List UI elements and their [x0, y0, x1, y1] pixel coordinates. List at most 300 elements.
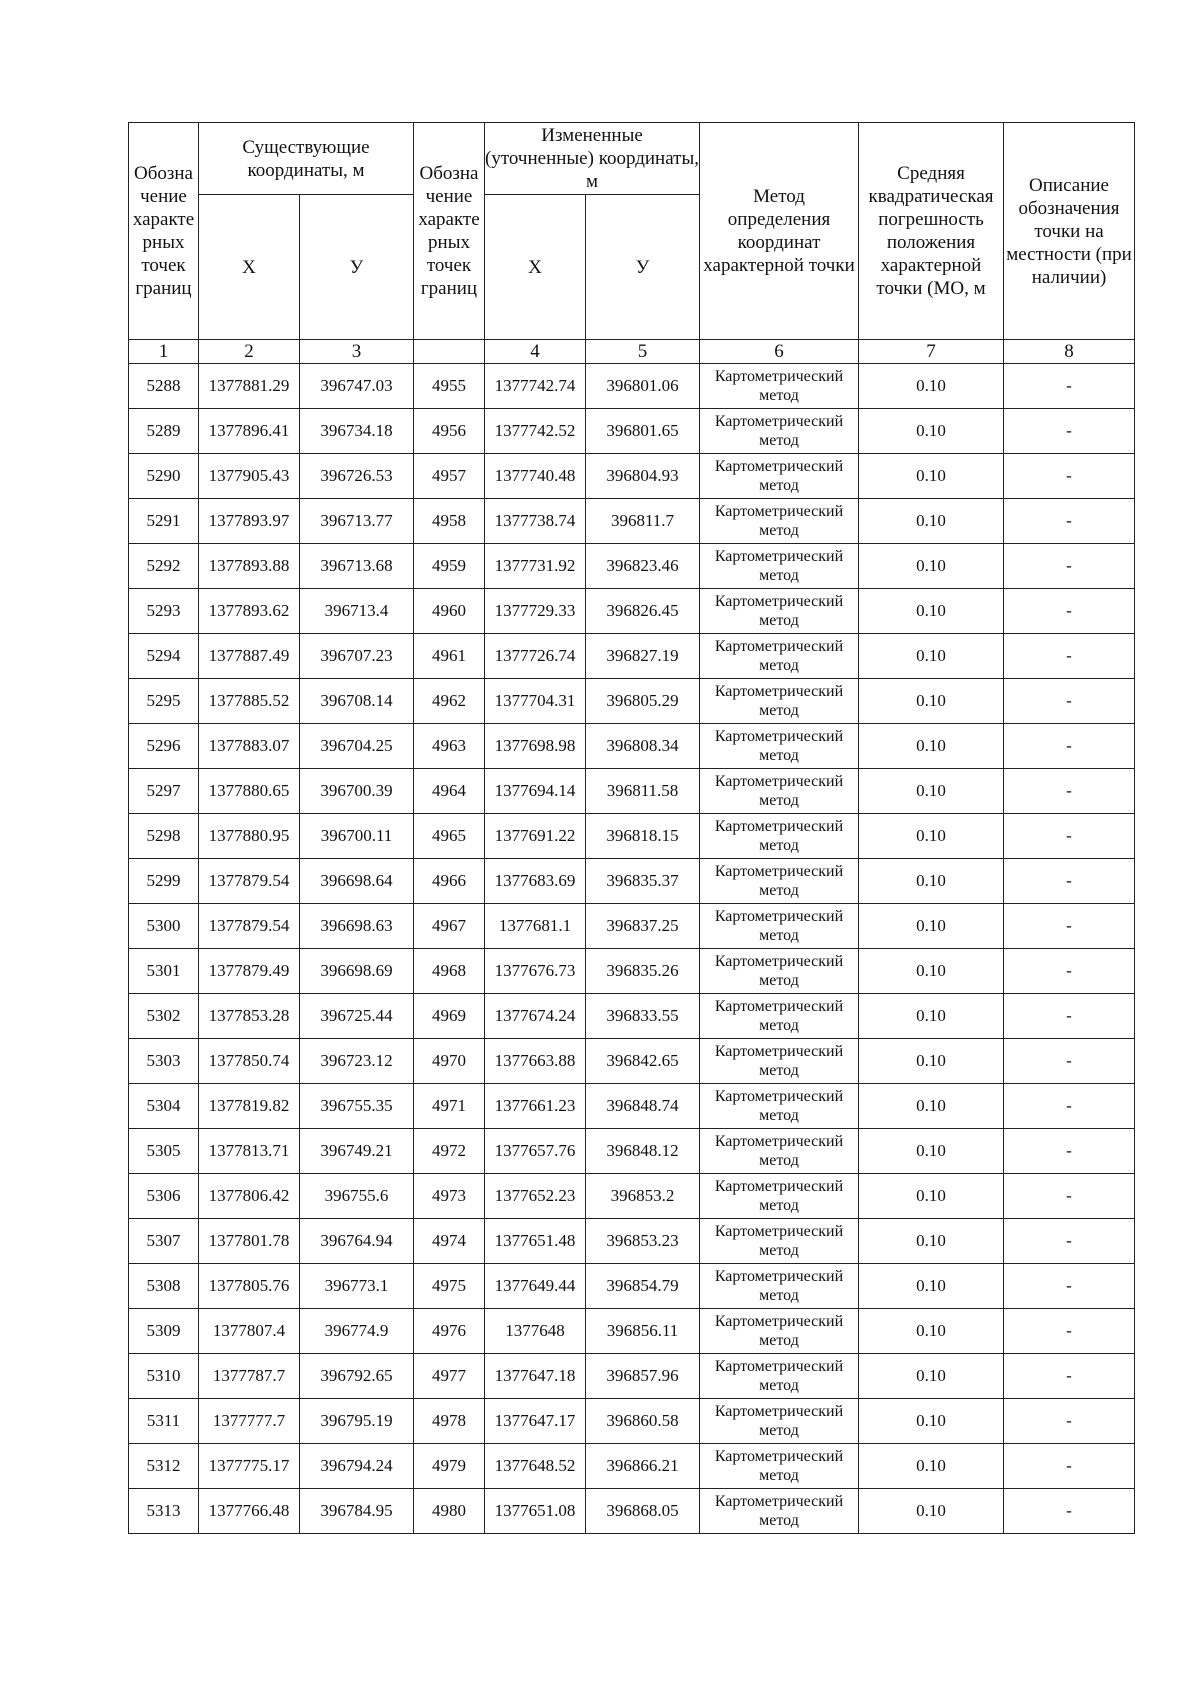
point-id-2-cell: 4965	[414, 814, 485, 859]
existing-y-cell: 396725.44	[300, 994, 414, 1039]
point-id-2-cell: 4966	[414, 859, 485, 904]
col-number: 6	[700, 340, 859, 364]
accuracy-cell: 0.10	[859, 1174, 1004, 1219]
header-point-label-2: Обозна чение характе рных точек границ	[414, 123, 485, 340]
changed-x-cell: 1377647.17	[485, 1399, 586, 1444]
method-text: метод	[759, 1287, 799, 1304]
method-text: метод	[759, 477, 799, 494]
existing-y-cell: 396794.24	[300, 1444, 414, 1489]
header-description: Описание обозначения точки на местности (при наличии)	[1004, 123, 1135, 340]
existing-y-cell: 396704.25	[300, 724, 414, 769]
description-cell: -	[1004, 904, 1135, 949]
description-cell: -	[1004, 1219, 1135, 1264]
existing-x-cell: 1377881.29	[199, 364, 300, 409]
method-text: Картометрический	[714, 773, 844, 790]
existing-y-cell: 396713.77	[300, 499, 414, 544]
point-id-cell: 5299	[129, 859, 199, 904]
method-cell	[700, 1264, 859, 1309]
accuracy-cell: 0.10	[859, 1309, 1004, 1354]
method-text: Картометрический	[714, 1223, 844, 1240]
method-cell	[700, 409, 859, 454]
method-cell	[700, 769, 859, 814]
method-text: метод	[759, 702, 799, 719]
point-id-cell: 5289	[129, 409, 199, 454]
changed-y-cell: 396804.93	[586, 454, 700, 499]
col-number: 7	[859, 340, 1004, 364]
existing-y-cell: 396700.39	[300, 769, 414, 814]
point-id-2-cell: 4977	[414, 1354, 485, 1399]
point-id-2-cell: 4968	[414, 949, 485, 994]
method-text: Картометрический	[714, 593, 844, 610]
existing-x-cell: 1377883.07	[199, 724, 300, 769]
method-cell	[700, 814, 859, 859]
method-text: Картометрический	[714, 458, 844, 475]
existing-y-cell: 396755.35	[300, 1084, 414, 1129]
table-header	[129, 123, 1135, 364]
changed-x-cell: 1377691.22	[485, 814, 586, 859]
description-cell: -	[1004, 814, 1135, 859]
col-number: 3	[300, 340, 414, 364]
col-number: 1	[129, 340, 199, 364]
method-text: Картометрический	[714, 413, 844, 430]
accuracy-cell: 0.10	[859, 859, 1004, 904]
method-text: метод	[759, 1422, 799, 1439]
method-cell	[700, 1174, 859, 1219]
method-cell	[700, 724, 859, 769]
existing-x-cell: 1377879.54	[199, 859, 300, 904]
point-id-cell: 5294	[129, 634, 199, 679]
changed-y-cell: 396823.46	[586, 544, 700, 589]
point-id-cell: 5310	[129, 1354, 199, 1399]
existing-y-cell: 396747.03	[300, 364, 414, 409]
point-id-2-cell: 4962	[414, 679, 485, 724]
point-id-cell: 5300	[129, 904, 199, 949]
changed-y-cell: 396808.34	[586, 724, 700, 769]
method-text: Картометрический	[714, 953, 844, 970]
point-id-cell: 5306	[129, 1174, 199, 1219]
changed-x-cell: 1377657.76	[485, 1129, 586, 1174]
header-y-2: У	[586, 195, 700, 340]
changed-x-cell: 1377681.1	[485, 904, 586, 949]
header-point-label: Обозна чение характе рных точек границ	[129, 123, 199, 340]
existing-x-cell: 1377880.65	[199, 769, 300, 814]
existing-y-cell: 396723.12	[300, 1039, 414, 1084]
changed-y-cell: 396811.58	[586, 769, 700, 814]
method-text: метод	[759, 1062, 799, 1079]
accuracy-cell: 0.10	[859, 814, 1004, 859]
existing-y-cell: 396698.63	[300, 904, 414, 949]
description-cell: -	[1004, 679, 1135, 724]
changed-y-cell: 396853.2	[586, 1174, 700, 1219]
point-id-2-cell: 4979	[414, 1444, 485, 1489]
table-row	[129, 1084, 1135, 1129]
point-id-cell: 5288	[129, 364, 199, 409]
col-number: 4	[485, 340, 586, 364]
table-row	[129, 1354, 1135, 1399]
method-text: Картометрический	[714, 1448, 844, 1465]
point-id-2-cell: 4980	[414, 1489, 485, 1534]
point-id-cell: 5305	[129, 1129, 199, 1174]
changed-y-cell: 396826.45	[586, 589, 700, 634]
point-id-cell: 5295	[129, 679, 199, 724]
table-row	[129, 1174, 1135, 1219]
accuracy-cell: 0.10	[859, 1219, 1004, 1264]
table-row	[129, 949, 1135, 994]
table-row	[129, 364, 1135, 409]
table-row	[129, 1489, 1135, 1534]
col-number: 5	[586, 340, 700, 364]
header-y: У	[300, 195, 414, 340]
changed-x-cell: 1377651.48	[485, 1219, 586, 1264]
table-row	[129, 1129, 1135, 1174]
table-row	[129, 454, 1135, 499]
changed-x-cell: 1377676.73	[485, 949, 586, 994]
point-id-cell: 5293	[129, 589, 199, 634]
method-text: метод	[759, 1152, 799, 1169]
description-cell: -	[1004, 499, 1135, 544]
method-cell	[700, 544, 859, 589]
method-cell	[700, 949, 859, 994]
method-text: метод	[759, 432, 799, 449]
point-id-2-cell: 4963	[414, 724, 485, 769]
method-text: Картометрический	[714, 998, 844, 1015]
point-id-cell: 5302	[129, 994, 199, 1039]
existing-x-cell: 1377893.62	[199, 589, 300, 634]
changed-y-cell: 396856.11	[586, 1309, 700, 1354]
description-cell: -	[1004, 769, 1135, 814]
method-cell	[700, 994, 859, 1039]
table-row	[129, 769, 1135, 814]
accuracy-cell: 0.10	[859, 1264, 1004, 1309]
col-number: 8	[1004, 340, 1135, 364]
method-text: метод	[759, 1017, 799, 1034]
table-row	[129, 1264, 1135, 1309]
method-cell	[700, 859, 859, 904]
header-accuracy: Средняя квадратическая погрешность положения характерной точки (МО, м	[859, 123, 1004, 340]
changed-y-cell: 396801.65	[586, 409, 700, 454]
accuracy-cell: 0.10	[859, 364, 1004, 409]
changed-y-cell: 396818.15	[586, 814, 700, 859]
accuracy-cell: 0.10	[859, 409, 1004, 454]
changed-y-cell: 396860.58	[586, 1399, 700, 1444]
accuracy-cell: 0.10	[859, 904, 1004, 949]
changed-y-cell: 396868.05	[586, 1489, 700, 1534]
header-changed-coords: Измененные (уточненные) координаты, м	[485, 123, 700, 195]
existing-y-cell: 396698.69	[300, 949, 414, 994]
description-cell: -	[1004, 1264, 1135, 1309]
method-cell	[700, 634, 859, 679]
accuracy-cell: 0.10	[859, 544, 1004, 589]
existing-x-cell: 1377880.95	[199, 814, 300, 859]
method-text: Картометрический	[714, 1088, 844, 1105]
point-id-2-cell: 4961	[414, 634, 485, 679]
changed-y-cell: 396835.26	[586, 949, 700, 994]
changed-x-cell: 1377648.52	[485, 1444, 586, 1489]
existing-x-cell: 1377766.48	[199, 1489, 300, 1534]
method-text: метод	[759, 1467, 799, 1484]
point-id-cell: 5292	[129, 544, 199, 589]
changed-x-cell: 1377663.88	[485, 1039, 586, 1084]
header-x-2: X	[485, 195, 586, 340]
changed-y-cell: 396854.79	[586, 1264, 700, 1309]
point-id-2-cell: 4967	[414, 904, 485, 949]
point-id-cell: 5290	[129, 454, 199, 499]
existing-y-cell: 396713.68	[300, 544, 414, 589]
changed-x-cell: 1377649.44	[485, 1264, 586, 1309]
existing-y-cell: 396792.65	[300, 1354, 414, 1399]
method-text: Картометрический	[714, 908, 844, 925]
point-id-cell: 5296	[129, 724, 199, 769]
table-row	[129, 499, 1135, 544]
existing-x-cell: 1377777.7	[199, 1399, 300, 1444]
table-row	[129, 1444, 1135, 1489]
accuracy-cell: 0.10	[859, 724, 1004, 769]
accuracy-cell: 0.10	[859, 949, 1004, 994]
existing-y-cell: 396755.6	[300, 1174, 414, 1219]
changed-y-cell: 396842.65	[586, 1039, 700, 1084]
table-row	[129, 814, 1135, 859]
header-x: X	[199, 195, 300, 340]
method-text: Картометрический	[714, 1268, 844, 1285]
existing-y-cell: 396734.18	[300, 409, 414, 454]
accuracy-cell: 0.10	[859, 1444, 1004, 1489]
existing-y-cell: 396708.14	[300, 679, 414, 724]
existing-y-cell: 396726.53	[300, 454, 414, 499]
description-cell: -	[1004, 1084, 1135, 1129]
description-cell: -	[1004, 1309, 1135, 1354]
existing-x-cell: 1377905.43	[199, 454, 300, 499]
point-id-2-cell: 4955	[414, 364, 485, 409]
description-cell: -	[1004, 544, 1135, 589]
point-id-2-cell: 4972	[414, 1129, 485, 1174]
method-text: метод	[759, 612, 799, 629]
accuracy-cell: 0.10	[859, 679, 1004, 724]
method-text: Картометрический	[714, 818, 844, 835]
changed-y-cell: 396857.96	[586, 1354, 700, 1399]
method-cell	[700, 1489, 859, 1534]
point-id-cell: 5291	[129, 499, 199, 544]
point-id-cell: 5309	[129, 1309, 199, 1354]
accuracy-cell: 0.10	[859, 1399, 1004, 1444]
existing-y-cell: 396713.4	[300, 589, 414, 634]
changed-x-cell: 1377674.24	[485, 994, 586, 1039]
method-cell	[700, 1129, 859, 1174]
method-cell	[700, 1219, 859, 1264]
method-text: метод	[759, 1332, 799, 1349]
point-id-cell: 5311	[129, 1399, 199, 1444]
changed-x-cell: 1377647.18	[485, 1354, 586, 1399]
method-text: Картометрический	[714, 548, 844, 565]
existing-x-cell: 1377885.52	[199, 679, 300, 724]
point-id-2-cell: 4964	[414, 769, 485, 814]
method-text: метод	[759, 1512, 799, 1529]
point-id-cell: 5301	[129, 949, 199, 994]
changed-y-cell: 396811.7	[586, 499, 700, 544]
existing-x-cell: 1377801.78	[199, 1219, 300, 1264]
method-text: метод	[759, 927, 799, 944]
coordinates-table	[128, 122, 1135, 1534]
existing-x-cell: 1377813.71	[199, 1129, 300, 1174]
existing-x-cell: 1377853.28	[199, 994, 300, 1039]
col-number: 2	[199, 340, 300, 364]
point-id-cell: 5312	[129, 1444, 199, 1489]
description-cell: -	[1004, 859, 1135, 904]
changed-y-cell: 396805.29	[586, 679, 700, 724]
existing-y-cell: 396764.94	[300, 1219, 414, 1264]
point-id-2-cell: 4970	[414, 1039, 485, 1084]
col-number	[414, 340, 485, 364]
changed-y-cell: 396837.25	[586, 904, 700, 949]
description-cell: -	[1004, 994, 1135, 1039]
description-cell: -	[1004, 1444, 1135, 1489]
method-text: Картометрический	[714, 728, 844, 745]
method-text: метод	[759, 1107, 799, 1124]
method-text: метод	[759, 1242, 799, 1259]
existing-x-cell: 1377807.4	[199, 1309, 300, 1354]
accuracy-cell: 0.10	[859, 1039, 1004, 1084]
table-row	[129, 724, 1135, 769]
existing-x-cell: 1377819.82	[199, 1084, 300, 1129]
changed-y-cell: 396827.19	[586, 634, 700, 679]
changed-y-cell: 396835.37	[586, 859, 700, 904]
method-cell	[700, 1399, 859, 1444]
table-row	[129, 589, 1135, 634]
point-id-2-cell: 4975	[414, 1264, 485, 1309]
changed-y-cell: 396848.74	[586, 1084, 700, 1129]
point-id-cell: 5303	[129, 1039, 199, 1084]
method-cell	[700, 454, 859, 499]
table-row	[129, 1219, 1135, 1264]
changed-x-cell: 1377661.23	[485, 1084, 586, 1129]
changed-x-cell: 1377726.74	[485, 634, 586, 679]
description-cell: -	[1004, 1174, 1135, 1219]
table-row	[129, 634, 1135, 679]
method-text: Картометрический	[714, 503, 844, 520]
point-id-cell: 5307	[129, 1219, 199, 1264]
accuracy-cell: 0.10	[859, 1129, 1004, 1174]
description-cell: -	[1004, 454, 1135, 499]
existing-y-cell: 396700.11	[300, 814, 414, 859]
accuracy-cell: 0.10	[859, 769, 1004, 814]
point-id-cell: 5313	[129, 1489, 199, 1534]
method-text: метод	[759, 837, 799, 854]
method-cell	[700, 679, 859, 724]
point-id-2-cell: 4971	[414, 1084, 485, 1129]
method-text: Картометрический	[714, 1133, 844, 1150]
existing-x-cell: 1377887.49	[199, 634, 300, 679]
method-text: метод	[759, 522, 799, 539]
method-text: метод	[759, 792, 799, 809]
description-cell: -	[1004, 949, 1135, 994]
accuracy-cell: 0.10	[859, 1354, 1004, 1399]
existing-y-cell: 396773.1	[300, 1264, 414, 1309]
description-cell: -	[1004, 1489, 1135, 1534]
accuracy-cell: 0.10	[859, 499, 1004, 544]
method-text: Картометрический	[714, 863, 844, 880]
table-row	[129, 994, 1135, 1039]
method-text: Картометрический	[714, 1043, 844, 1060]
method-text: метод	[759, 1197, 799, 1214]
changed-y-cell: 396833.55	[586, 994, 700, 1039]
point-id-2-cell: 4956	[414, 409, 485, 454]
existing-x-cell: 1377896.41	[199, 409, 300, 454]
table-row	[129, 1039, 1135, 1084]
existing-y-cell: 396795.19	[300, 1399, 414, 1444]
existing-y-cell: 396707.23	[300, 634, 414, 679]
description-cell: -	[1004, 409, 1135, 454]
table-row	[129, 859, 1135, 904]
accuracy-cell: 0.10	[859, 1489, 1004, 1534]
existing-x-cell: 1377893.88	[199, 544, 300, 589]
method-text: метод	[759, 387, 799, 404]
changed-y-cell: 396853.23	[586, 1219, 700, 1264]
changed-x-cell: 1377694.14	[485, 769, 586, 814]
description-cell: -	[1004, 1354, 1135, 1399]
changed-x-cell: 1377698.98	[485, 724, 586, 769]
method-cell	[700, 364, 859, 409]
point-id-cell: 5298	[129, 814, 199, 859]
changed-y-cell: 396866.21	[586, 1444, 700, 1489]
existing-x-cell: 1377805.76	[199, 1264, 300, 1309]
method-text: метод	[759, 747, 799, 764]
point-id-2-cell: 4957	[414, 454, 485, 499]
header-existing-coords: Существующие координаты, м	[199, 123, 414, 195]
changed-x-cell: 1377731.92	[485, 544, 586, 589]
existing-x-cell: 1377879.54	[199, 904, 300, 949]
description-cell: -	[1004, 364, 1135, 409]
method-text: метод	[759, 882, 799, 899]
point-id-2-cell: 4974	[414, 1219, 485, 1264]
point-id-2-cell: 4978	[414, 1399, 485, 1444]
changed-x-cell: 1377729.33	[485, 589, 586, 634]
method-cell	[700, 1444, 859, 1489]
changed-x-cell: 1377738.74	[485, 499, 586, 544]
existing-x-cell: 1377879.49	[199, 949, 300, 994]
method-text: Картометрический	[714, 1178, 844, 1195]
existing-x-cell: 1377787.7	[199, 1354, 300, 1399]
changed-x-cell: 1377742.52	[485, 409, 586, 454]
method-text: Картометрический	[714, 368, 844, 385]
existing-x-cell: 1377850.74	[199, 1039, 300, 1084]
method-text: Картометрический	[714, 1493, 844, 1510]
existing-x-cell: 1377775.17	[199, 1444, 300, 1489]
point-id-2-cell: 4960	[414, 589, 485, 634]
changed-y-cell: 396848.12	[586, 1129, 700, 1174]
method-cell	[700, 1039, 859, 1084]
accuracy-cell: 0.10	[859, 454, 1004, 499]
description-cell: -	[1004, 1129, 1135, 1174]
point-id-2-cell: 4976	[414, 1309, 485, 1354]
method-cell	[700, 589, 859, 634]
point-id-2-cell: 4969	[414, 994, 485, 1039]
changed-x-cell: 1377740.48	[485, 454, 586, 499]
table-row	[129, 679, 1135, 724]
accuracy-cell: 0.10	[859, 1084, 1004, 1129]
existing-y-cell: 396749.21	[300, 1129, 414, 1174]
existing-x-cell: 1377893.97	[199, 499, 300, 544]
description-cell: -	[1004, 634, 1135, 679]
accuracy-cell: 0.10	[859, 589, 1004, 634]
existing-y-cell: 396784.95	[300, 1489, 414, 1534]
method-cell	[700, 1084, 859, 1129]
table-row	[129, 409, 1135, 454]
accuracy-cell: 0.10	[859, 994, 1004, 1039]
method-cell	[700, 1309, 859, 1354]
changed-x-cell: 1377742.74	[485, 364, 586, 409]
point-id-2-cell: 4973	[414, 1174, 485, 1219]
point-id-cell: 5304	[129, 1084, 199, 1129]
method-text: Картометрический	[714, 1313, 844, 1330]
